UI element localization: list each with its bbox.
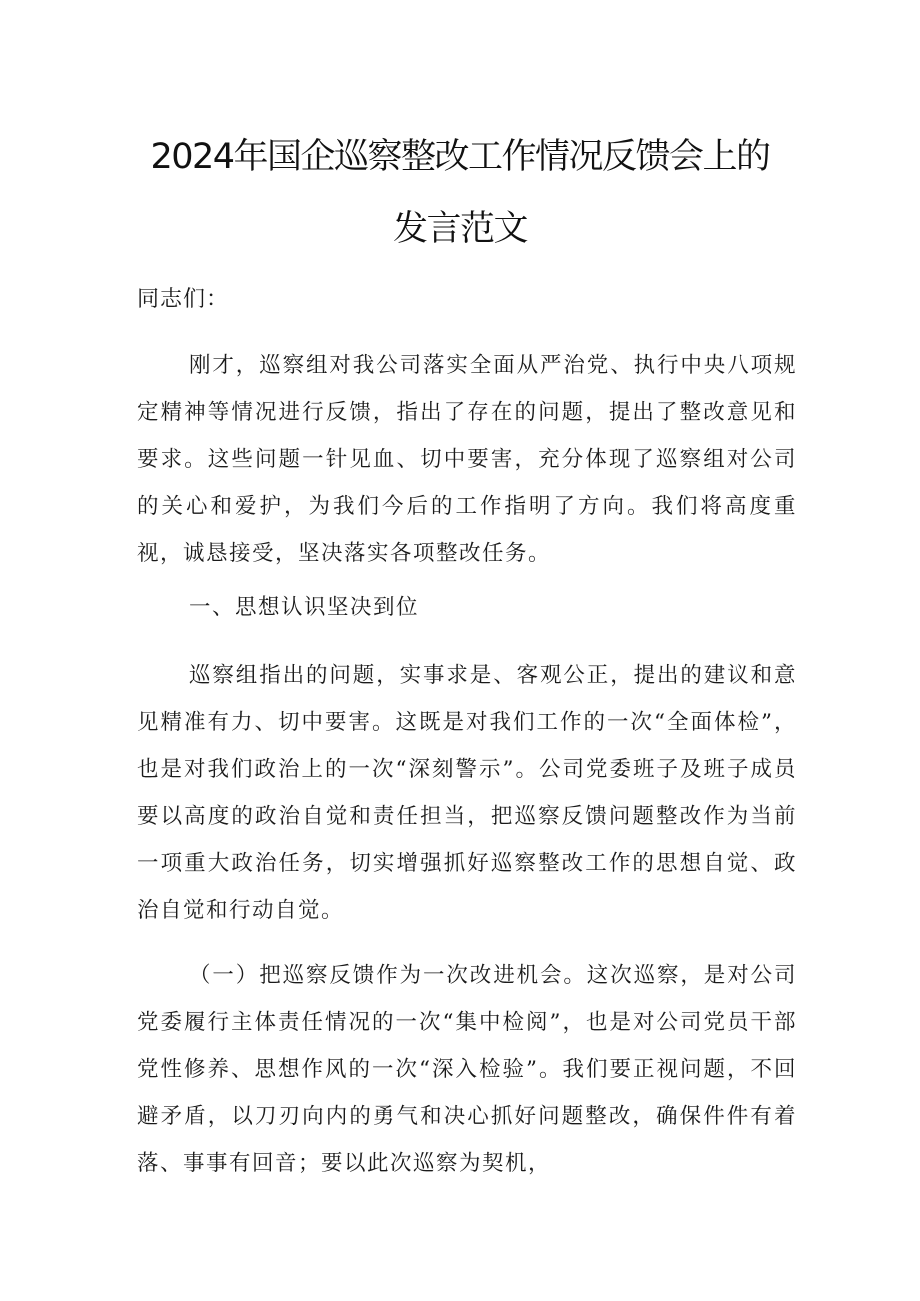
- document-title-line1: 2024年国企巡察整改工作情况反馈会上的: [150, 137, 770, 177]
- paragraph-subsection-one: （一）把巡察反馈作为一次改进机会。这次巡察，是对公司党委履行主体责任情况的一次“集中检阅”，也是对公司党员干部党性修养、思想作风的一次“深入检验”。我们要正视问题，不回避矛盾，以刀刃向内的勇气和决心抓好问题整改，确保件件有着落、事事有回音；要以此次巡察为契机，: [137, 963, 797, 1176]
- salutation: 同志们：: [137, 287, 230, 312]
- paragraph-section-one: 巡察组指出的问题，实事求是、客观公正，提出的建议和意见精准有力、切中要害。这既是对我们工作的一次“全面体检”，也是对我们政治上的一次“深刻警示”。公司党委班子及班子成员要以高度的政治自觉和责任担当，把巡察反馈问题整改作为当前一项重大政治任务，切实增强抓好巡察整改工作的思想自觉、政治自觉和行动自觉。: [137, 663, 797, 923]
- section-heading: 一、思想认识坚决到位: [189, 595, 420, 620]
- paragraph-intro: 刚才，巡察组对我公司落实全面从严治党、执行中央八项规定精神等情况进行反馈，指出了存在的问题，提出了整改意见和要求。这些问题一针见血、切中要害，充分体现了巡察组对公司的关心和爱护，为我们今后的工作指明了方向。我们将高度重视，诚恳接受，坚决落实各项整改任务。: [137, 353, 797, 566]
- document-title-line2: 发言范文: [392, 209, 527, 249]
